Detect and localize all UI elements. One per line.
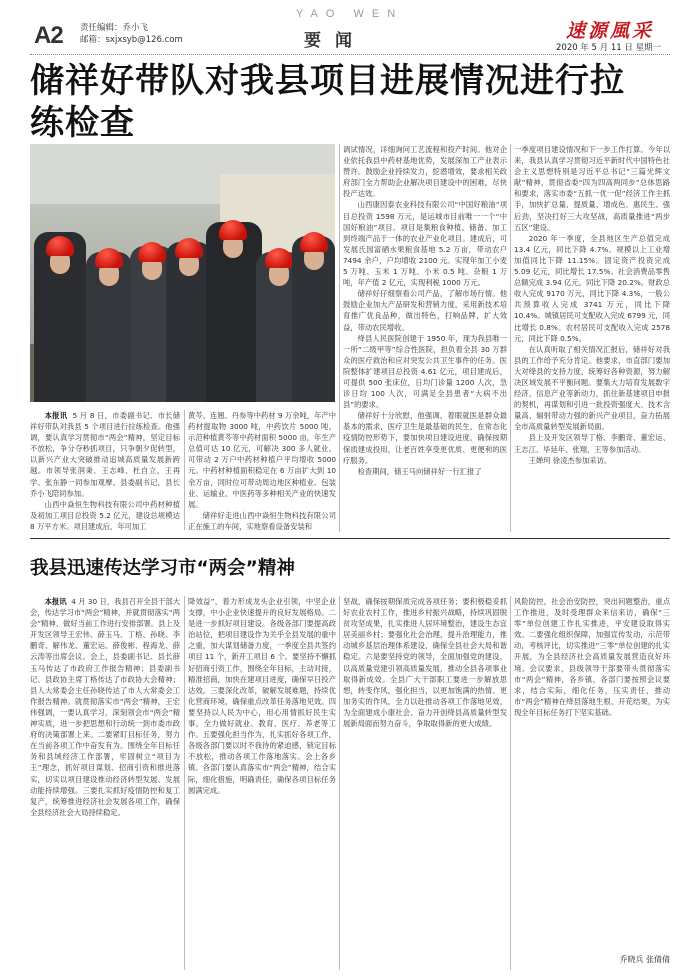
article1-col2-paragraph-1: 黄芩、连翘、丹参等中药材 9 万余吨，年产中药材提取物 3000 吨，中药饮片 5000 吨，示范种植黄芩等中药材面积 5000 亩，年生产总值可达 10 亿元，可解决 300 多人就业，可带动 2 万户中药材种植户平均增收 5000 元。中药材种植面积稳定在 6 万亩扩大到 10 余万亩，同时位可带动周边地区种植业、包装业、运输业、中医药等多种相关产业的快速发展。 [188, 411, 336, 509]
editor-info [80, 22, 183, 46]
column-divider [184, 596, 185, 970]
secondary-headline: 我县迅速传达学习市“两会”精神 [30, 558, 295, 579]
column-divider [339, 596, 340, 970]
column-divider [184, 410, 185, 530]
article2-lead-label: 本报讯 [44, 597, 67, 606]
column-divider [339, 144, 340, 532]
article1-col4-paragraph-1: 一季度项目建设情况和下一步工作打算。今年以来，我县认真学习贯彻习近平新时代中国特色社会主义思想特别是习近平总书记“三篇光辉文献”精神，贯彻省委“四为四高两同步”总体思路和要求，落实市委“五抓一优一促”经济工作主抓手，加快扩总量、提质量、增成色、惠民生、强后劲，坚决打好三大攻坚战，高质量推进“两步五区”建设。 [514, 145, 670, 232]
section-title-en: YAO WEN [296, 8, 404, 20]
article1-col4-paragraph-2: 2020 年一季度，全县地区生产总值完成 13.4 亿元，同比下降 4.7%。规模以上工业增加值同比下降 11.15%。固定资产投资完成 5.09 亿元，同比增长 17.5%。社会消费品零售总额完成 3.94 亿元，同比下降 20.2%。财政总收入完成 9170 万元，同比下降 4.3%，一般公共预算收入完成 3741 万元，同比下降 10.4%。城镇居民可支配收入完成 6799 元，同比增长 0.8%。农村居民可支配收入完成 2578 元，同比下降 0.5%。 [514, 233, 670, 343]
article1-col3-paragraph-2: 山西康因泰农业科技有限公司“中国好粮油”项目总投资 1598 万元，是运城市目前唯一一个“中国好粮油”项目。项目是集粮食种植、储备、加工到终端产品于一体的农业产业化项目。建成后，可发展氏园富硒水果粮食基地 5.2 万亩，带动农户 7494 余户，户均增收 2100 元。实现年加工小麦 5 万吨、玉米 1 万吨、小米 0.5 吨、杂粮 1 万吨，年产值 2 亿元，实现利税 1000 万元。 [343, 200, 507, 288]
article1-column-3 [343, 144, 507, 534]
article2-column-4 [514, 596, 670, 948]
article1-column-1 [30, 410, 180, 532]
newspaper-masthead: 速源風采 [566, 20, 655, 42]
main-headline: 储祥好带队对我县项目进展情况进行拉练检查 [30, 61, 625, 143]
page-header [0, 0, 700, 56]
article1-col3-paragraph-6: 检查期间，储王马向储祥好一行汇报了 [357, 466, 482, 476]
column-divider [510, 596, 511, 970]
article2-column-1 [30, 596, 180, 972]
article1-lead-label: 本报讯 [44, 411, 68, 420]
article2-col4-text: 风险防控，社会治安防控，突出问题整治，重点工作推进，及时受理群众来信来访，确保“三零”单位创建工作扎实推进，平安建设取得实效。二要强化组织保障，加强宣传发动，示范带动，考核评比，切实推进“三零”单位创建的扎实开展，为全县经济社会高质量发展营造良好环境。会议要求，县级领导干部要带头贯彻落实市“两会”精神，各乡镇、各部门要按照会议要求，结合实际，细化任务，压实责任，推动市“两会”精神在绛县落地生根、开花结果，为实现全年目标任务打下坚实基础。 [514, 597, 670, 717]
article1-col3-paragraph-5: 储祥好十分欣慰，他强调，着眼就医是群众最基本的需求，医疗卫生是最基础的民生，在常态化疫情防控形势下，要加快项目建设进度，确保按期保质建成投用，让老百姓享受更优质、更便利的医疗服务。 [343, 411, 507, 465]
page-number: A2 [34, 22, 63, 49]
article2-byline: 乔晓兵 张倩倩 [619, 955, 670, 964]
article1-col4-paragraph-4: 县上及开发区领导丁格、李鹏奇、董宏运、王志江、毕延年、张翔，王等参加活动。 [514, 433, 670, 454]
article1-column-2 [188, 410, 336, 532]
article1-column-4 [514, 144, 670, 524]
section-divider [30, 538, 670, 539]
issue-date: 2020 年 5 月 11 日 星期一 [556, 43, 662, 53]
article2-column-2 [188, 596, 336, 972]
column-divider [510, 144, 511, 532]
email-line: 邮箱：sxjxsyb@126.com [80, 35, 183, 45]
article1-lead-text: 5 月 8 日，市委副书记、市长储祥好带队对我县 5 个项目进行拉练检查。他强调，要认真学习贯彻市“两会”精神，坚定目标不放松，争分夺秒抓项目，只争朝夕促转型，以新兴产业大突破推动追城高质量发展新跨越。市领导张润秉、王志峰、杜自立，王再学、张东静一同参加观摩。县委副书记，县长乔小飞陪同参加。 [30, 411, 180, 498]
inspection-photo [30, 144, 335, 402]
article1-col3-paragraph-1: 调试情况，详细询问工艺流程和投产时间。他对企业依托我县中药材基地优势，发展深加工产业表示赞许。鼓励企业持续发力，挖潜增效，要求相关政府部门全力帮助企业解决项目建设中的困难，尽快投产达效。 [343, 145, 507, 199]
article2-column-3 [343, 596, 507, 972]
article1-col2-paragraph-2: 储祥好走进山西中焱恒生物科技有限公司正在施工的车间，实地察看设备安装和 [188, 510, 336, 531]
article1-col3-paragraph-4: 绛县人民医院创建于 1950 年，现为我县唯一一所“二级甲等”综合性医院，担负着全县 30 万群众的医疗救治和应对突发公共卫生事件的任务。医院整体扩建项目总投资 4.61 亿元，项目建成后，可提供 500 张床位，日均门诊量 1200 人次，急诊日均 100 人次，可满足全县患者“大病不出县”的要求。 [343, 333, 507, 410]
editor-line: 责任编辑：乔小飞 [80, 23, 149, 33]
header-divider [30, 54, 670, 55]
article2-col1-text: 4 月 30 日，我县召开全县干部大会，传达学习市“两会”精神，并就贯彻落实“两会”精神、做好当前工作进行安排部署。县上及开发区领导王宏伟、薛玉马、丁格、孙晓、李鹏奇、解伟龙、董宏运、薛俊彬、程海龙、薛云涛等出席会议。会上，县委副书记、县长薛玉马传达了市政府工作报告精神；县委副书记、县政协主席丁格传达了市政协大会精神；县人大常委会主任孙晓传达了市人大常委会工作报告精神。就贯彻落实市“两会”精神，王宏伟强调，一要认真学习，深刻领会市“两会”精神实质，进一步把思想和行动统一到市委市政府的决策部署上来。二要紧盯目标任务，努力在当前各项工作中奋发有为。围绕全年目标任务和县域经济工作部署，牢固树立“项目为王”理念，抓好项目谋划、招商引资和推进落实，切实以项目建设推动经济转型发展、发展动能持续增强。三要扎实抓好疫情防控和复工复产，统筹推进经济社会发展各项工作，确保全县经济社会大局持续稳定。 [30, 597, 180, 817]
article1-byline: 王婵珂 徐凌杰参加采访。 [528, 455, 612, 465]
article2-col3-text: 坚战，确保按期保质完成各项任务；要积极稳妥抓好农业农村工作，推进乡村振兴战略，持续巩固脱贫攻坚成果，扎实推进人居环境整治，建设生态宜居美丽乡村；要强化社会治理，提升治理能力，推动城乡基层治理体系建设，确保全县社会大局和谐稳定。六是要坚持党的领导，全面加强党的建设，以高质量党建引领高质量发展，推动全县各项事业取得新成效。全县广大干部职工要进一步解放思想，转变作风，强化担当，以更加饱满的热情、更加务实的作风，全力以赴推动各项工作落地见效，为全面建成小康社会、奋力开创绛县高质量转型发展新局面而努力奋斗，争取取得新的更大成绩。 [343, 597, 507, 729]
article1-col1-paragraph: 山西中焱恒生物科技有限公司中药材种植及初加工项目总投资 5.2 亿元，建设总规模达 8 万平方米。项目建成后，年可加工 [30, 499, 180, 531]
article1-col3-paragraph-3: 储祥好仔细察看公司产品，了解市场行情。他鼓励企业加大产品研发和营销力度，采用新技术培育推广优良品种，做出特色，打响品牌，扩大效益，带动农民增收。 [343, 289, 507, 332]
section-title-cn: 要闻 [304, 31, 366, 51]
article2-col2-text: 降效益”，着力形成龙头企业引领，中坚企业支撑，中小企业快速提升的良好发展格局。二是进一步抓好项目建设。各级各部门要提高政治站位，把项目建设作为关乎全县发展的重中之重，加大谋划储备力度，一季度全县共签约项目 11 个，新开工项目 6 个。要坚持不懈抓好招商引资工作，围绕全年目标，主动对接，精准招商，加快在建项目进度，确保早日投产达效。三要深化改革，破解发展难题，持续优化营商环境，确保重点改革任务落地见效。四要坚持以人民为中心，用心用情抓好民生实事，全力做好就业、教育、医疗、养老等工作。五要强化担当作为，扎实抓好各项工作，各级各部门要以时不我待的紧迫感，锁定目标不放松，推动各项工作落地落实。会上各乡镇、各部门要认真落实市“两会”精神，结合实际，细化措施，明确责任，确保各项目标任务圆满完成。 [188, 597, 336, 795]
article1-col4-paragraph-3: 在认真听取了相关情况汇报后，储祥好对我县的工作给予充分肯定。他要求，市直部门要加大对绛县的支持力度，统筹好各种资源，努力解决区域发展不平衡问题。要集大力培育发展数字经济，信息产业等新动力，抓住新基建项目申报的契机，再谋划和引进一批投资强度大、技术含量高、辐射带动力强的新兴产业项目，奋力拓展全市高质量转型发展新局面。 [514, 344, 670, 432]
